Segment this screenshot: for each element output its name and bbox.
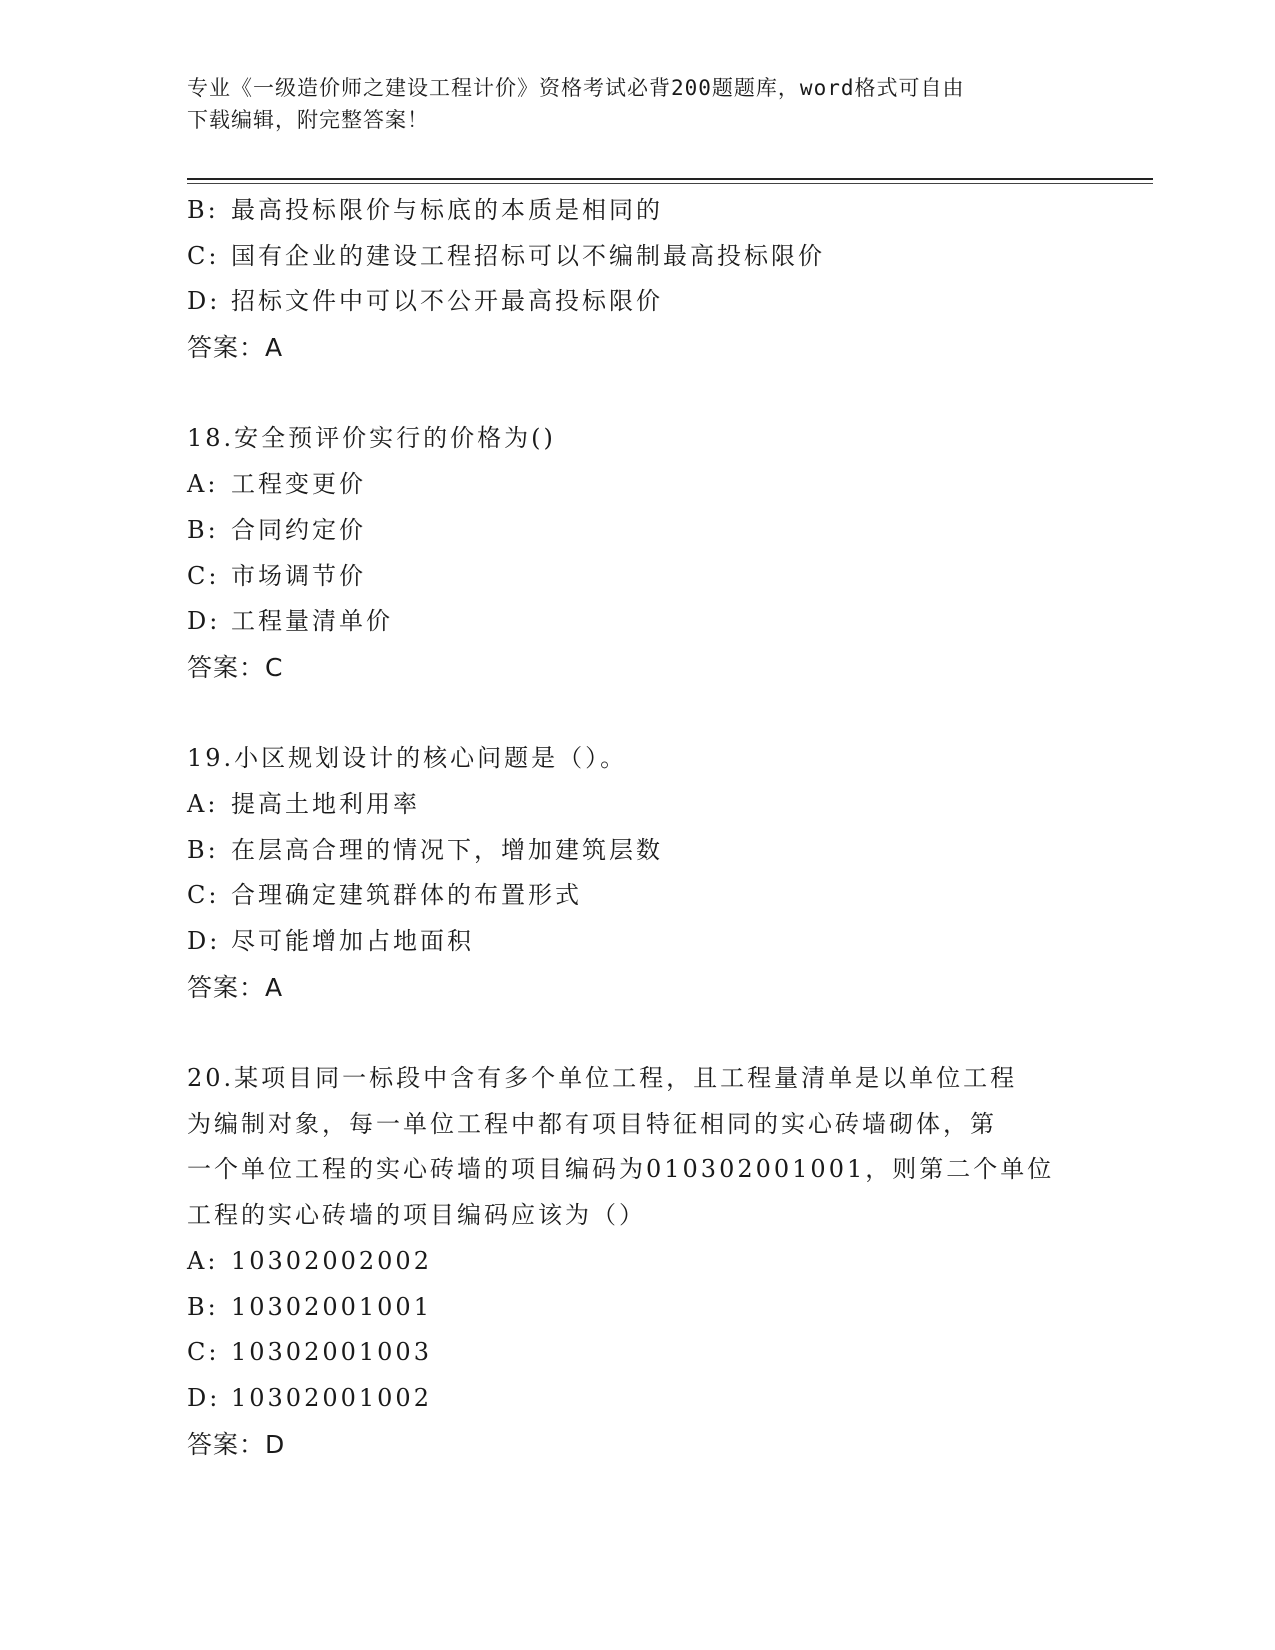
option-d: [187, 279, 1087, 325]
option-key: A:: [187, 1246, 219, 1275]
option-key: B:: [187, 1292, 219, 1321]
option-b: [187, 1285, 1087, 1331]
header-line-2: 下载编辑，附完整答案！: [187, 108, 429, 132]
option-c: [187, 234, 1087, 280]
option-key: B:: [187, 515, 219, 544]
option-a: [187, 462, 1087, 508]
header-line-1: 专业《一级造价师之建设工程计价》资格考试必背200题题库，word格式可自由: [187, 76, 965, 100]
answer-line: 答案：A: [187, 972, 284, 1002]
option-text: 提高土地利用率: [231, 789, 420, 818]
option-b: [187, 188, 1087, 234]
option-key: B:: [187, 196, 219, 224]
option-b: [187, 828, 1087, 874]
option-text: 尽可能增加占地面积: [231, 927, 474, 955]
option-key: B:: [187, 835, 219, 864]
option-c: [187, 1330, 1087, 1376]
option-text: 工程量清单价: [231, 607, 393, 636]
option-key: D:: [187, 1383, 221, 1412]
header-divider-thick: [187, 178, 1153, 180]
option-key: D:: [187, 287, 221, 316]
option-b: [187, 508, 1087, 554]
option-key: C:: [187, 1338, 220, 1367]
option-text: 10302001003: [231, 1338, 432, 1367]
question-stem: 19.小区规划设计的核心问题是（）。: [187, 744, 628, 773]
option-c: [187, 873, 1087, 919]
option-text: 合理确定建筑群体的布置形式: [231, 881, 582, 910]
option-text: 合同约定价: [231, 515, 366, 544]
question-stem-line: 工程的实心砖墙的项目编码应该为（）: [187, 1201, 646, 1230]
option-text: 招标文件中可以不公开最高投标限价: [231, 287, 663, 316]
option-key: C:: [187, 241, 220, 270]
option-key: D:: [187, 927, 221, 955]
option-text: 最高投标限价与标底的本质是相同的: [231, 196, 663, 224]
option-key: A:: [187, 789, 219, 818]
question-stem-line: 一个单位工程的实心砖墙的项目编码为010302001001，则第二个单位: [187, 1155, 1055, 1184]
question-stem: 18.安全预评价实行的价格为(): [187, 424, 556, 453]
option-text: 国有企业的建设工程招标可以不编制最高投标限价: [231, 241, 825, 270]
header-divider-thin: [187, 183, 1153, 184]
option-key: D:: [187, 607, 221, 636]
answer-line: 答案：A: [187, 333, 284, 363]
option-d: [187, 919, 1087, 965]
option-text: 10302001002: [231, 1383, 432, 1412]
question-stem-line: 20.某项目同一标段中含有多个单位工程，且工程量清单是以单位工程: [187, 1064, 1018, 1093]
option-text: 在层高合理的情况下，增加建筑层数: [231, 835, 663, 864]
document-header: [187, 72, 1087, 136]
option-text: 市场调节价: [231, 561, 366, 590]
option-text: 10302001001: [231, 1292, 432, 1321]
option-key: A:: [187, 470, 219, 499]
question-stem-line: 为编制对象，每一单位工程中都有项目特征相同的实心砖墙砌体，第: [187, 1109, 997, 1138]
option-key: C:: [187, 881, 220, 910]
answer-line: 答案：C: [187, 652, 284, 682]
option-text: 10302002002: [231, 1246, 432, 1275]
answer-line: 答案：D: [187, 1429, 286, 1459]
option-a: [187, 1239, 1087, 1285]
option-d: [187, 1376, 1087, 1422]
option-a: [187, 782, 1087, 828]
option-d: [187, 599, 1087, 645]
question-list: [187, 188, 1087, 1467]
option-c: [187, 554, 1087, 600]
option-text: 工程变更价: [231, 470, 366, 499]
option-key: C:: [187, 561, 220, 590]
